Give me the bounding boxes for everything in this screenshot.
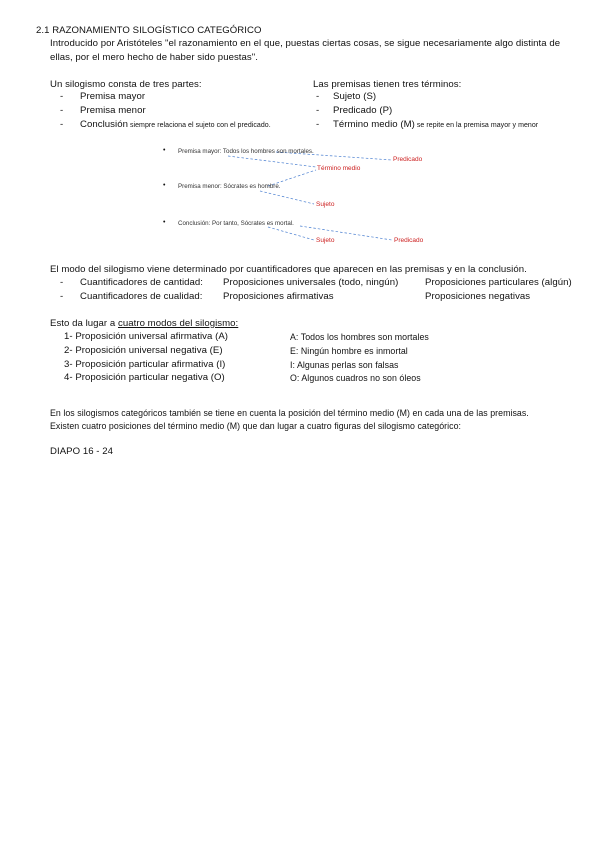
mode-example: E: Ningún hombre es inmortal xyxy=(290,346,408,356)
figures-line-2: Existen cuatro posiciones del término medio (M) que dan lugar a cuatro figuras del silogismo categórico: xyxy=(50,421,462,431)
list-dash: - xyxy=(60,91,64,102)
label-termino-medio: Término medio xyxy=(317,165,361,172)
mode-name: 3- Proposición particular afirmativa (I) xyxy=(64,359,226,370)
terms-item-label: Sujeto (S) xyxy=(333,91,377,102)
mode-sentence: El modo del silogismo viene determinado por cuantificadores que aparecen en las premisas y en la conclusión. xyxy=(50,264,527,275)
label-sujeto-2: Sujeto xyxy=(316,237,335,244)
intro-line-1: Introducido por Aristóteles "el razonamiento en el que, puestas ciertas cosas, se sigue necesariamente algo distinta de xyxy=(50,38,561,49)
modes-lead-text: Esto da lugar a xyxy=(50,318,118,329)
diagram-bullet: • xyxy=(163,182,166,189)
diagram-bullet: • xyxy=(163,147,166,154)
quality-negative: Proposiciones negativas xyxy=(425,291,531,302)
parts-item-label: Conclusión xyxy=(80,119,128,130)
syllogism-diagram xyxy=(0,0,600,260)
list-dash: - xyxy=(316,91,320,102)
list-dash: - xyxy=(60,119,64,130)
arrow-major-medio xyxy=(228,156,316,167)
slide-reference: DIAPO 16 - 24 xyxy=(50,446,114,457)
terms-item-label: Término medio (M) xyxy=(333,119,415,130)
diagram-minor-premise: Premisa menor: Sócrates es hombre. xyxy=(178,183,281,190)
intro-line-2: ellas, por el mero hecho de haber sido puestas". xyxy=(50,52,258,63)
quality-affirmative: Proposiciones afirmativas xyxy=(223,291,334,302)
quantity-universal: Proposiciones universales (todo, ningún) xyxy=(223,277,399,288)
list-dash: - xyxy=(316,105,320,116)
mode-name: 2- Proposición universal negativa (E) xyxy=(64,345,223,356)
terms-item-note: se repite en la premisa mayor y menor xyxy=(414,122,539,129)
terms-title: Las premisas tienen tres términos: xyxy=(313,79,462,90)
section-heading: 2.1 RAZONAMIENTO SILOGÍSTICO CATEGÓRICO xyxy=(36,25,262,36)
arrow-minor-sujeto xyxy=(260,191,314,204)
mode-example: A: Todos los hombres son mortales xyxy=(290,332,429,342)
diagram-conclusion: Conclusión: Por tanto, Sócrates es mortal. xyxy=(178,220,294,227)
mode-name: 4- Proposición particular negativa (O) xyxy=(64,372,225,383)
figures-line-1: En los silogismos categóricos también se tiene en cuenta la posición del término medio (M) en cada una de las premisas. xyxy=(50,408,529,418)
list-dash: - xyxy=(60,291,64,302)
mode-name: 1- Proposición universal afirmativa (A) xyxy=(64,331,229,342)
label-predicado-1: Predicado xyxy=(393,156,423,163)
modes-lead-underlined: cuatro modos del silogismo: xyxy=(118,318,239,329)
quality-label: Cuantificadores de cualidad: xyxy=(80,291,203,302)
terms-item-label: Predicado (P) xyxy=(333,105,393,116)
label-sujeto-1: Sujeto xyxy=(316,201,335,208)
parts-title: Un silogismo consta de tres partes: xyxy=(50,79,202,90)
diagram-major-premise: Premisa mayor: Todos los hombres son mortales. xyxy=(178,148,314,155)
quantity-label: Cuantificadores de cantidad: xyxy=(80,277,203,288)
list-dash: - xyxy=(60,277,64,288)
list-dash: - xyxy=(316,119,320,130)
arrow-conclusion-predicado xyxy=(300,226,392,240)
mode-example: I: Algunas perlas son falsas xyxy=(290,360,399,370)
quantity-particular: Proposiciones particulares (algún) xyxy=(425,277,572,288)
parts-item-label: Premisa menor xyxy=(80,105,146,116)
arrow-conclusion-sujeto xyxy=(268,227,314,240)
diagram-bullet: • xyxy=(163,219,166,226)
modes-lead xyxy=(50,318,238,330)
mode-example: O: Algunos cuadros no son óleos xyxy=(290,373,421,383)
parts-item-label: Premisa mayor xyxy=(80,91,146,102)
label-predicado-2: Predicado xyxy=(394,237,424,244)
parts-item-note: siempre relaciona el sujeto con el predicado. xyxy=(127,122,271,129)
list-dash: - xyxy=(60,105,64,116)
